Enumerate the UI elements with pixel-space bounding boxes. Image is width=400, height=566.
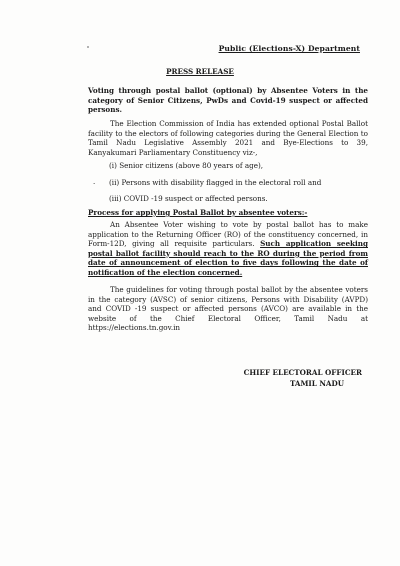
category-item-persons-with-disability: (ii) Persons with disability flagged in the electoral roll and <box>109 178 322 187</box>
signature-block <box>0 368 362 389</box>
category-item-covid: (iii) COVID -19 suspect or affected persons. <box>109 194 268 203</box>
press-release-title: PRESS RELEASE <box>166 67 234 76</box>
process-paragraph-text: An Absentee Voter wishing to vote by postal ballot has to make application to the Returning Officer (RO) of the constituency concerned, in Form-12D, giving all requisite particulars. <box>88 220 368 249</box>
subject-line: Voting through postal ballot (optional) by Absentee Voters in the category of Senior Citizens, PwDs and Covid-19 suspect or affected persons. <box>88 86 368 115</box>
signature-state: TAMIL NADU <box>289 378 344 388</box>
process-paragraph-emphasis: Such application seeking postal ballot facility should reach to the RO during the period from date of announcement of election to five days following the date of notification of the election concerned. <box>88 239 368 277</box>
department-heading: Public (Elections-X) Department <box>218 44 360 53</box>
process-heading: Process for applying Postal Ballot by absentee voters:- <box>88 208 308 217</box>
signature-title: CHIEF ELECTORAL OFFICER <box>243 368 362 377</box>
process-paragraph <box>88 220 368 278</box>
intro-paragraph: The Election Commission of India has extended optional Postal Ballot facility to the electors of following categories during the General Election to Tamil Nadu Legislative Assembly 2021 and Bye-Elections to 39, Kanyakumari Parliamentary Constituency viz-, <box>88 119 368 157</box>
guidelines-paragraph: The guidelines for voting through postal ballot by the absentee voters in the category (AVSC) of senior citizens, Persons with Disability (AVPD) and COVID -19 suspect or affected persons (AVCO) are available in the website of the Chief Electoral Officer, Tamil Nadu at https://elections.tn.gov.in <box>88 285 368 333</box>
scan-speck <box>87 46 89 48</box>
stray-mark: . <box>93 178 96 186</box>
category-item-senior-citizens: (i) Senior citizens (above 80 years of age), <box>109 161 264 170</box>
